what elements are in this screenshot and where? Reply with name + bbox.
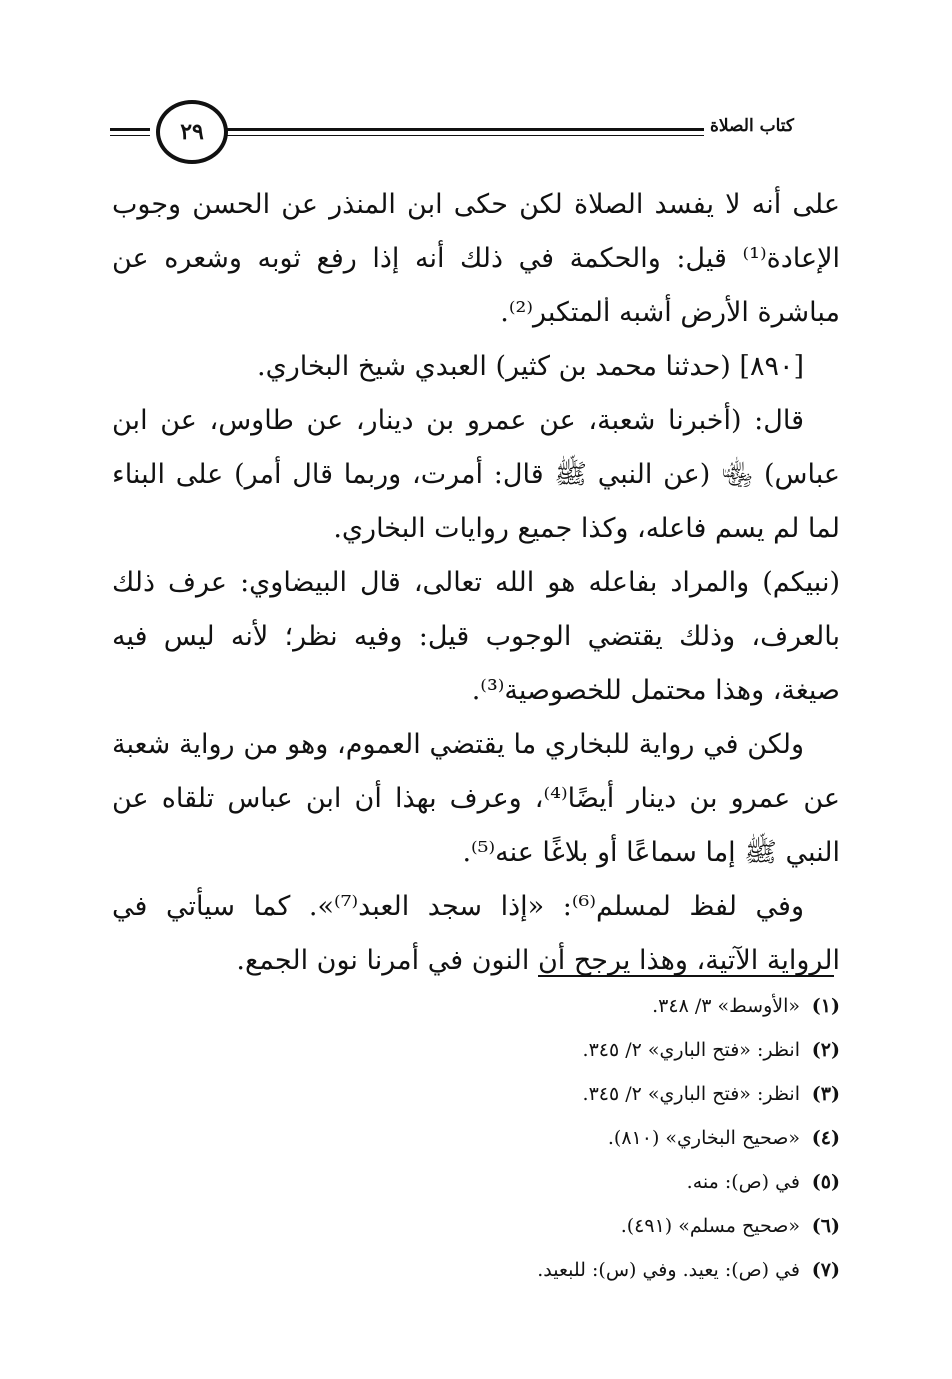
footnote-number: (٤): [811, 1127, 840, 1149]
footnote: [420, 984, 840, 1028]
running-title: كتاب الصلاة: [704, 116, 800, 136]
footnotes: [420, 984, 840, 1292]
footnote: [420, 1028, 840, 1072]
footnote: [420, 1116, 840, 1160]
footnote-text: «صحيح مسلم» (٤٩١).: [620, 1215, 800, 1237]
paragraph: قال: (أخبرنا شعبة، عن عمرو بن دينار، عن طاوس، عن ابن عباس) ﵄ (عن النبي ﷺ قال: أمرت، وربما قال أمر) على البناء لما لم يسم فاعله، وكذا جميع روايات البخاري.: [112, 405, 840, 544]
footnote: [420, 1204, 840, 1248]
footnote-number: (٥): [811, 1171, 840, 1193]
footnote-text: في (ص): يعيد. وفي (س): للبعيد.: [537, 1259, 800, 1281]
paragraph: (نبيكم) والمراد بفاعله هو الله تعالى، قال البيضاوي: عرف ذلك بالعرف، وذلك يقتضي الوجوب قيل: وفيه نظر؛ لأنه ليس فيه صيغة، وهذا محتمل للخصوصية⁽³⁾.: [112, 567, 840, 706]
footnote-number: (٢): [811, 1039, 840, 1061]
footnote-separator: [538, 975, 834, 977]
footnote: [420, 1248, 840, 1292]
footnote-number: (٦): [811, 1215, 840, 1237]
footnote-number: (٣): [811, 1083, 840, 1105]
footnote: [420, 1072, 840, 1116]
paragraph: ولكن في رواية للبخاري ما يقتضي العموم، وهو من رواية شعبة عن عمرو بن دينار أيضًا⁽⁴⁾، وعرف بهذا أن ابن عباس تلقاه عن النبي ﷺ إما سماعًا أو بلاغًا عنه⁽⁵⁾.: [112, 729, 840, 868]
footnote-text: «الأوسط» ٣/ ٣٤٨.: [652, 995, 800, 1017]
paragraph: على أنه لا يفسد الصلاة لكن حكى ابن المنذر عن الحسن وجوب الإعادة⁽¹⁾ قيل: والحكمة في ذلك أنه إذا رفع ثوبه وشعره عن مباشرة الأرض أشبه المتكبر⁽²⁾.: [112, 189, 840, 328]
footnote: [420, 1160, 840, 1204]
paragraph: وفي لفظ لمسلم⁽⁶⁾: «إذا سجد العبد⁽⁷⁾». كما سيأتي في الرواية الآتية، وهذا يرجح أن النون في أمرنا نون الجمع.: [112, 891, 840, 976]
footnote-text: «صحيح البخاري» (٨١٠).: [607, 1127, 800, 1149]
footnote-number: (١): [811, 995, 840, 1017]
footnote-number: (٧): [811, 1259, 840, 1281]
footnote-text: انظر: «فتح الباري» ٢/ ٣٤٥.: [582, 1039, 800, 1061]
footnote-text: انظر: «فتح الباري» ٢/ ٣٤٥.: [582, 1083, 800, 1105]
page-header: [110, 100, 840, 164]
main-text: [112, 178, 840, 988]
header-rule-left: [110, 128, 150, 136]
footnote-text: في (ص): منه.: [686, 1171, 800, 1193]
page-number: ٢٩: [156, 100, 228, 164]
header-rule-right: [340, 128, 748, 136]
paragraph: [٨٩٠] (حدثنا محمد بن كثير) العبدي شيخ البخاري.: [257, 351, 804, 382]
